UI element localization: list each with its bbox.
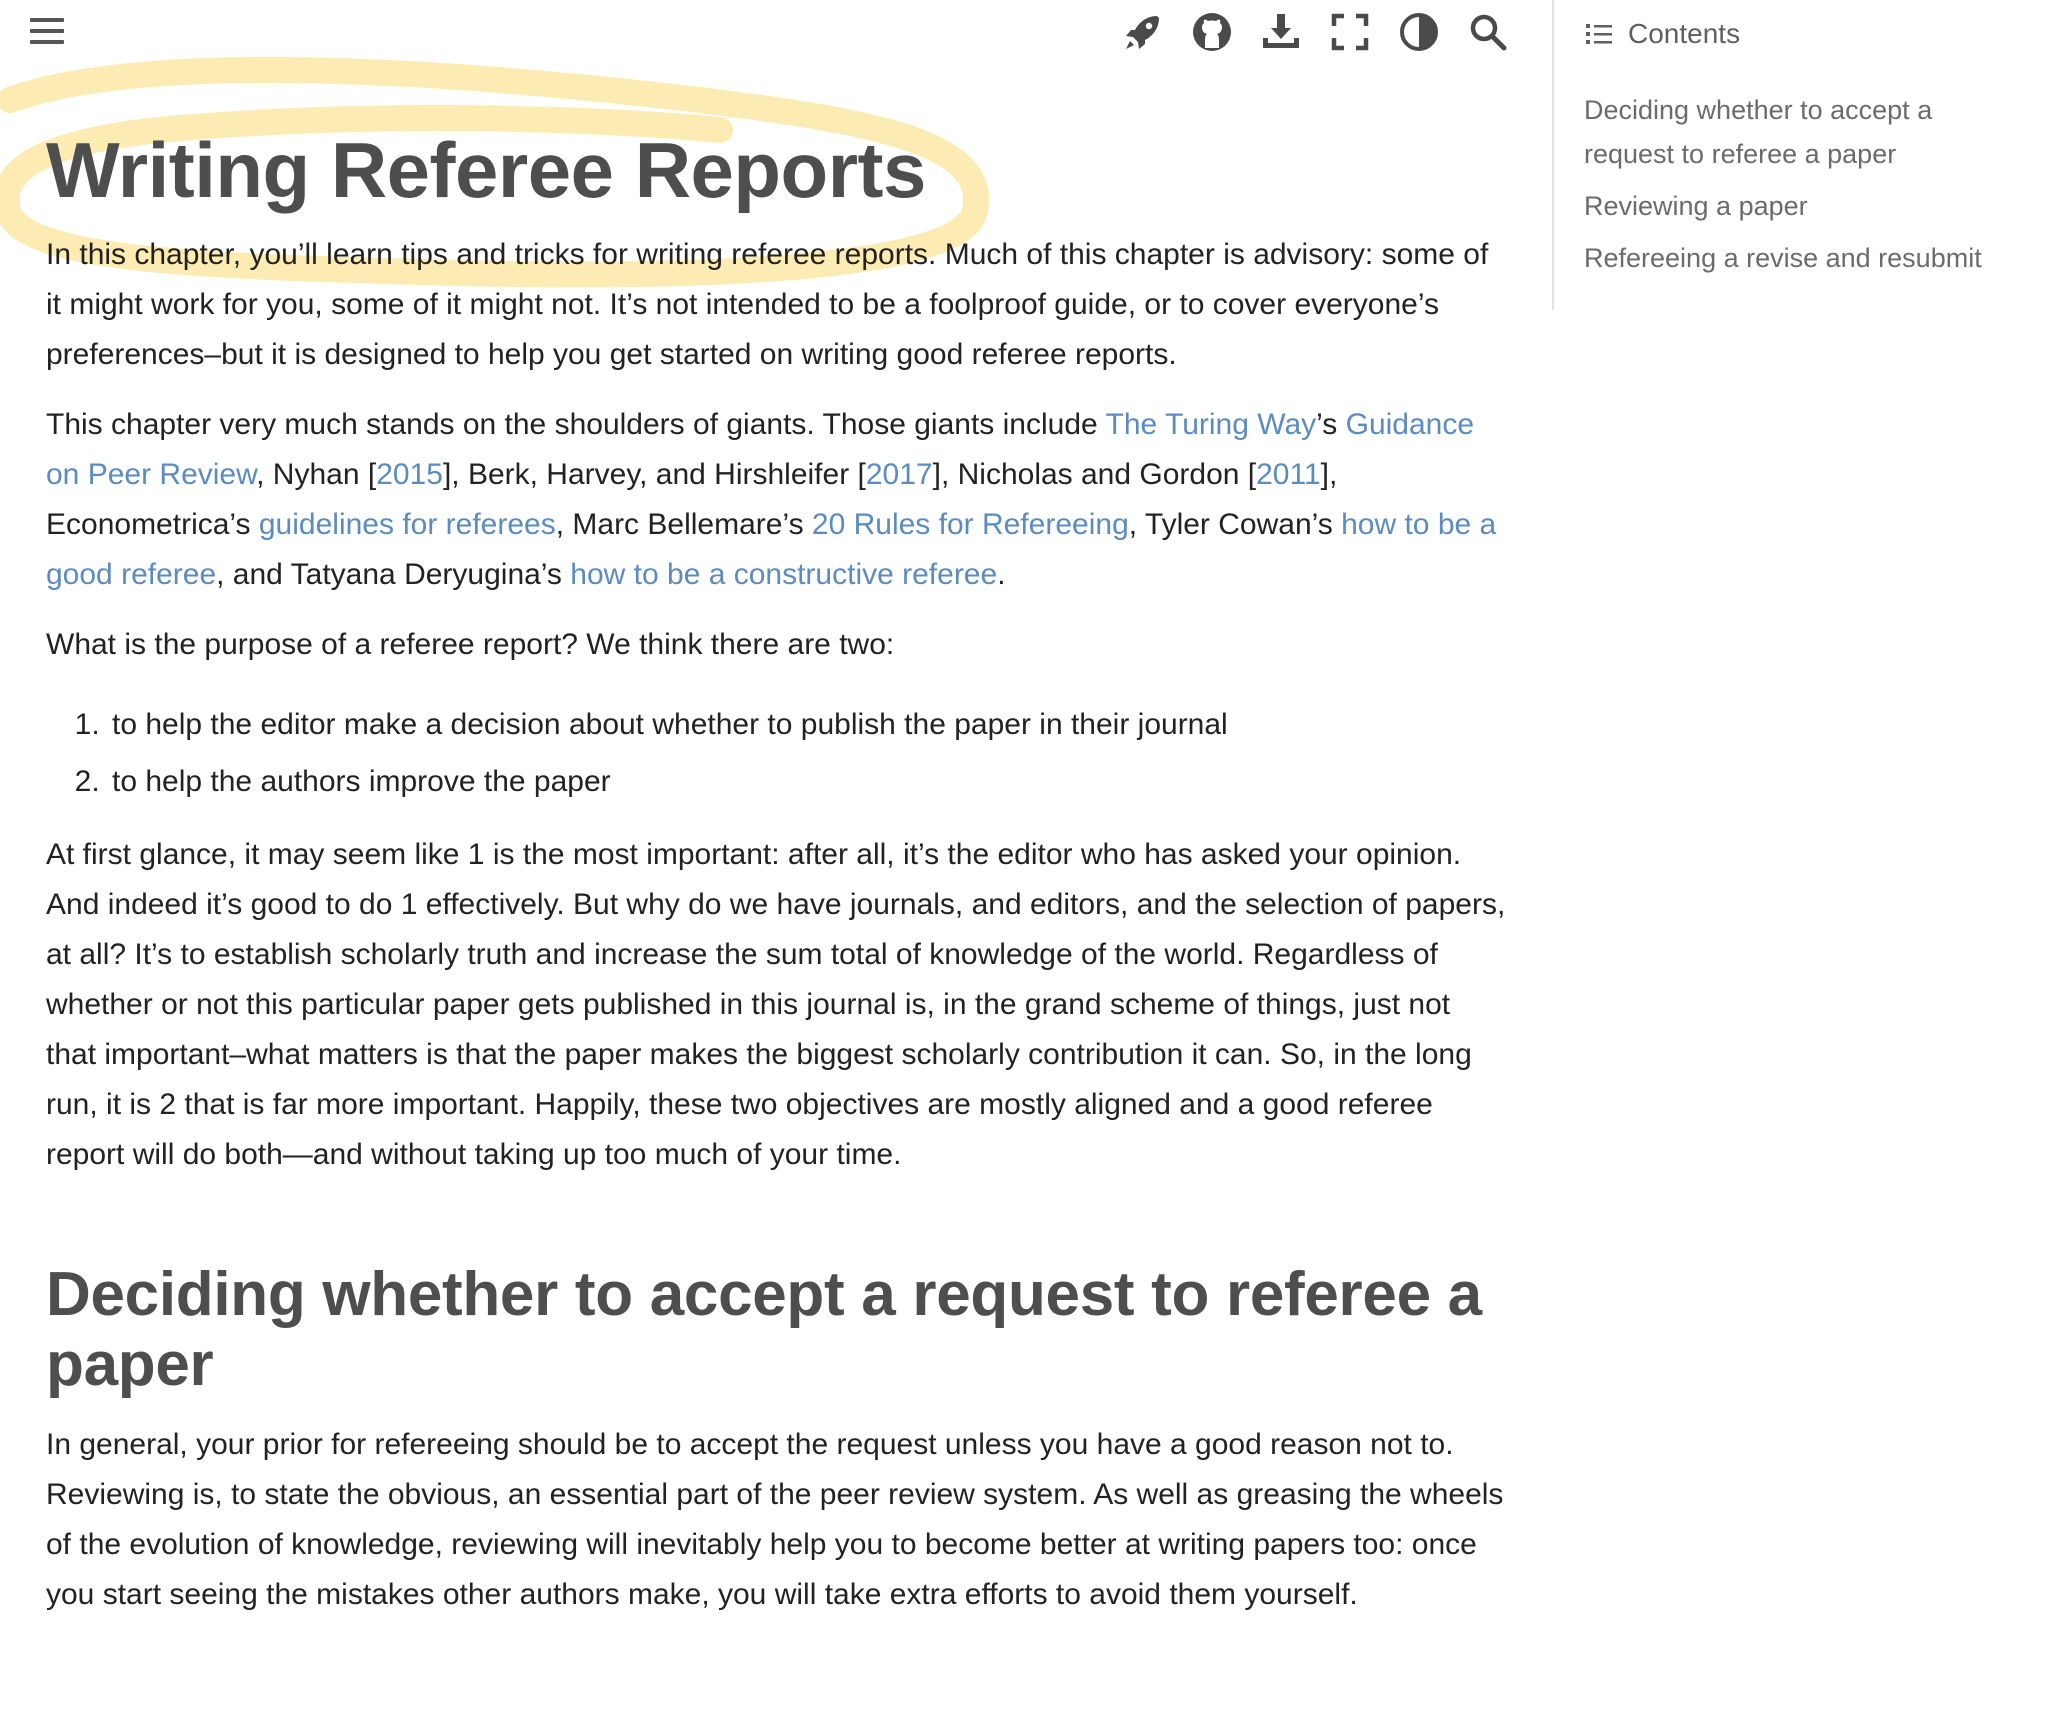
download-button[interactable]: [1246, 10, 1315, 54]
citation-link-2015[interactable]: 2015: [376, 458, 443, 491]
theme-toggle-button[interactable]: [1384, 10, 1453, 54]
link-guidance-peer-review[interactable]: Guidance on Peer Review: [46, 408, 1475, 491]
citation-link-2017[interactable]: 2017: [865, 458, 933, 491]
github-icon: [1190, 10, 1234, 54]
giants-paragraph: [46, 400, 1506, 600]
article: [46, 120, 1506, 1620]
hamburger-menu-button[interactable]: [28, 12, 68, 52]
text-span: , Tyler Cowan’s: [1128, 508, 1342, 541]
link-20-rules[interactable]: 20 Rules for Refereeing: [811, 508, 1129, 541]
search-icon: [1466, 10, 1510, 54]
link-constructive-referee[interactable]: how to be a constructive referee: [570, 558, 998, 591]
github-button[interactable]: [1177, 10, 1246, 54]
contrast-icon: [1397, 10, 1441, 54]
intro-paragraph: In this chapter, you’ll learn tips and tricks for writing referee reports. Much of this chapter is advisory: some of it might work for you, some of it might not. It’s not intended to be a foolproof guide, or to cover everyone’s preferences–but it is designed to help you get started on writing good referee reports.: [46, 238, 1489, 371]
text-span: , and Tatyana Deryugina’s: [216, 558, 571, 591]
purpose-discussion: At first glance, it may seem like 1 is the most important: after all, it’s the editor who has asked your opinion. And indeed it’s good to do 1 effectively. But why do we have journals, and editors, and the selection of papers, at all? It’s to establish scholarly truth and increase the sum total of knowledge of the world. Regardless of whether or not this particular paper gets published in this journal is, in the grand scheme of things, just not that important–what matters is that the paper makes the biggest scholarly contribution it can. So, in the long run, it is 2 that is far more important. Happily, these two objectives are mostly aligned and a good referee report will do both—and without taking up too much of your time.: [46, 838, 1506, 1171]
fullscreen-button[interactable]: [1315, 10, 1384, 54]
text-span: This chapter very much stands on the shoulders of giants. Those giants include: [46, 408, 1106, 441]
toc-item-revise-resubmit[interactable]: Refereeing a revise and resubmit: [1584, 243, 1982, 273]
purpose-list: [46, 696, 1506, 810]
purpose-question: What is the purpose of a referee report? We think there are two:: [46, 628, 895, 661]
link-turing-way[interactable]: The Turing Way: [1105, 408, 1317, 441]
download-icon: [1259, 10, 1303, 54]
list-icon: [1584, 19, 1614, 49]
toc-title: Contents: [1628, 18, 1741, 49]
rocket-icon: [1121, 10, 1165, 54]
header-toolbar: [1108, 10, 1522, 54]
toc-item-deciding[interactable]: Deciding whether to accept a request to referee a paper: [1584, 95, 1933, 169]
text-span: ], Nicholas and Gordon [: [932, 458, 1257, 491]
toc-list: [1584, 88, 2022, 280]
text-span: .: [997, 558, 1006, 591]
text-span: , Nyhan [: [256, 458, 377, 491]
link-guidelines-referees[interactable]: guidelines for referees: [258, 508, 556, 541]
list-item: 2. to help the authors improve the paper: [108, 753, 1506, 810]
text-span: ’s: [1316, 408, 1346, 441]
text-span: ], Econometrica’s: [46, 458, 1338, 541]
launch-button[interactable]: [1108, 10, 1177, 54]
citation-link-2011[interactable]: 2011: [1256, 458, 1321, 491]
list-item: 1. to help the editor make a decision about whether to publish the paper in their journal: [108, 696, 1506, 753]
text-span: ], Berk, Harvey, and Hirshleifer [: [442, 458, 866, 491]
toc-header: [1584, 16, 2022, 52]
fullscreen-icon: [1328, 10, 1372, 54]
text-span: , Marc Bellemare’s: [555, 508, 812, 541]
link-good-referee[interactable]: how to be a good referee: [46, 508, 1497, 591]
section-paragraph: In general, your prior for refereeing should be to accept the request unless you have a good reason not to. Reviewing is, to state the obvious, an essential part of the peer review system. As well as greasing the wheels of the evolution of knowledge, reviewing will inevitably help you to become better at writing papers too: once you start seeing the mistakes other authors make, you will take extra efforts to avoid them yourself.: [46, 1428, 1504, 1611]
hamburger-menu-icon: [28, 12, 68, 52]
search-button[interactable]: [1453, 10, 1522, 54]
table-of-contents: [1552, 0, 2022, 310]
page-title: Writing Referee Reports: [46, 126, 926, 214]
section-heading-deciding: Deciding whether to accept a request to referee a paper: [46, 1260, 1482, 1399]
toc-item-reviewing[interactable]: Reviewing a paper: [1584, 191, 1808, 221]
